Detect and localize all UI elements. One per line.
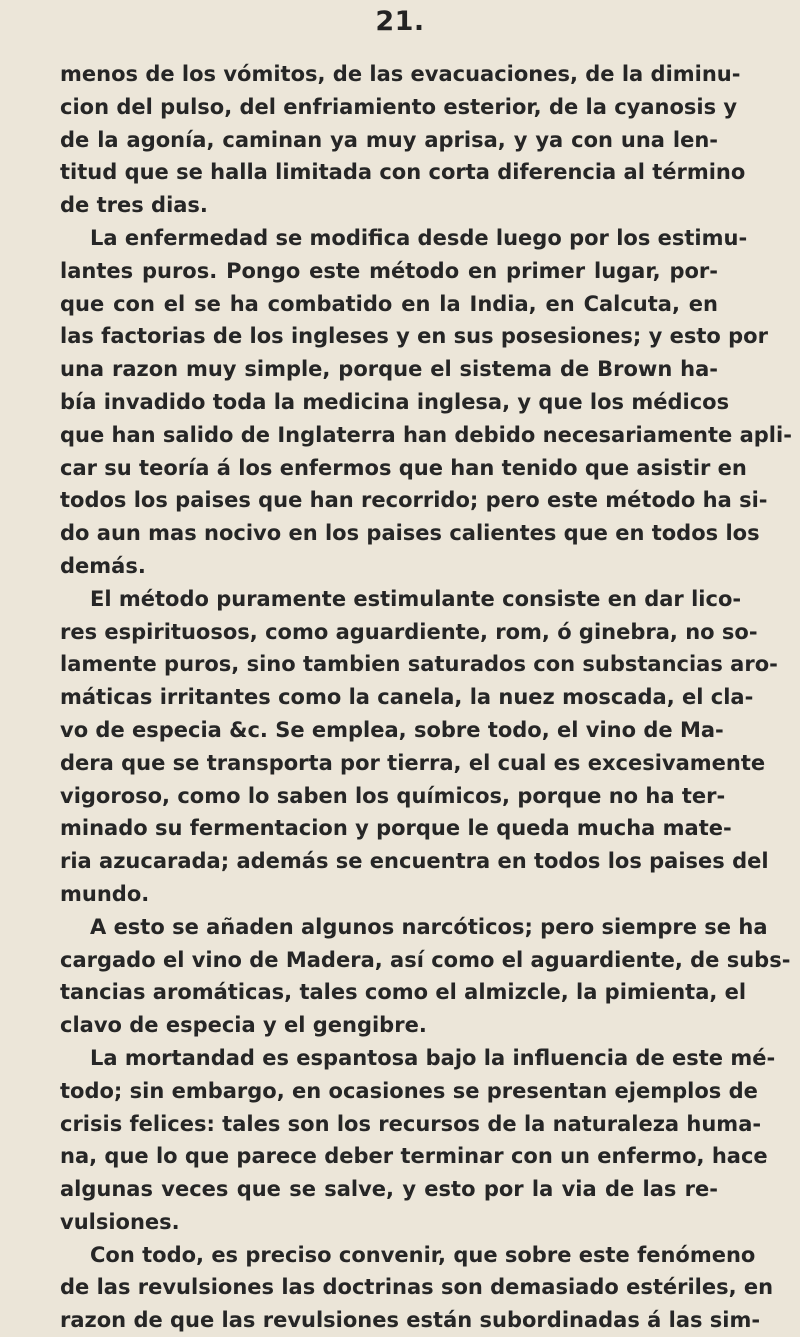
text-line: El método puramente estimulante consiste en dar lico- bbox=[90, 586, 742, 611]
text-line: lantes puros. Pongo este método en primer lugar, por- bbox=[60, 258, 718, 283]
text-line: dera que se transporta por tierra, el cual es excesivamente bbox=[60, 750, 766, 775]
text-line: una razon muy simple, porque el sistema de Brown ha- bbox=[60, 357, 718, 382]
text-line: cargado el vino de Madera, así como el aguardiente, de subs- bbox=[60, 947, 791, 972]
text-line: vo de especia &c. Se emplea, sobre todo, el vino de Ma- bbox=[60, 717, 724, 742]
text-line: vigoroso, como lo saben los químicos, porque no ha ter- bbox=[60, 783, 726, 808]
text-line: razon de que las revulsiones están subordinadas á las sim- bbox=[60, 1308, 761, 1333]
text-line: máticas irritantes como la canela, la nuez moscada, el cla- bbox=[60, 685, 754, 710]
text-line: todo; sin embargo, en ocasiones se presentan ejemplos de bbox=[60, 1078, 758, 1103]
text-line: las factorias de los ingleses y en sus posesiones; y esto por bbox=[60, 324, 768, 349]
text-line: na, que lo que parece deber terminar con un enfermo, hace bbox=[60, 1144, 768, 1169]
text-line: tancias aromáticas, tales como el almizcle, la pimienta, el bbox=[60, 980, 747, 1005]
text-line: demás. bbox=[60, 553, 146, 578]
text-line: vulsiones. bbox=[60, 1209, 180, 1234]
body-text bbox=[60, 58, 792, 1337]
text-line: titud que se halla limitada con corta diferencia al término bbox=[60, 160, 746, 185]
text-line: minado su fermentacion y porque le queda mucha mate- bbox=[60, 816, 732, 841]
text-line: Con todo, es preciso convenir, que sobre este fenómeno bbox=[90, 1242, 756, 1267]
text-line: A esto se añaden algunos narcóticos; pero siempre se ha bbox=[90, 914, 768, 939]
text-line: cion del pulso, del enfriamiento esterior, de la cyanosis y bbox=[60, 94, 738, 119]
text-line: de la agonía, caminan ya muy aprisa, y ya con una len- bbox=[60, 127, 718, 152]
text-line: todos los paises que han recorrido; pero este método ha si- bbox=[60, 488, 768, 513]
text-line: La mortandad es espantosa bajo la influencia de este mé- bbox=[90, 1045, 776, 1070]
text-line: mundo. bbox=[60, 881, 150, 906]
text-line: crisis felices: tales son los recursos de la naturaleza huma- bbox=[60, 1111, 762, 1136]
page-number: 21. bbox=[375, 6, 425, 37]
text-line: algunas veces que se salve, y esto por la via de las re- bbox=[60, 1177, 718, 1202]
text-line: menos de los vómitos, de las evacuaciones, de la diminu- bbox=[60, 62, 741, 86]
text-line: bía invadido toda la medicina inglesa, y que los médicos bbox=[60, 389, 730, 414]
text-line: que han salido de Inglaterra han debido necesariamente apli- bbox=[60, 422, 792, 447]
text-line: de tres dias. bbox=[60, 193, 208, 218]
text-line: clavo de especia y el gengibre. bbox=[60, 1013, 427, 1038]
text-line: lamente puros, sino tambien saturados con substancias aro- bbox=[60, 652, 778, 677]
text-line: car su teoría á los enfermos que han tenido que asistir en bbox=[60, 455, 747, 480]
text-line: do aun mas nocivo en los paises calientes que en todos los bbox=[60, 521, 760, 546]
text-line: ria azucarada; además se encuentra en todos los paises del bbox=[60, 849, 769, 874]
text-line: de las revulsiones las doctrinas son demasiado estériles, en bbox=[60, 1275, 774, 1300]
text-line: que con el se ha combatido en la India, en Calcuta, en bbox=[60, 291, 718, 316]
text-line: La enfermedad se modifica desde luego por los estimu- bbox=[90, 225, 748, 250]
text-line: res espirituosos, como aguardiente, rom, ó ginebra, no so- bbox=[60, 619, 758, 644]
